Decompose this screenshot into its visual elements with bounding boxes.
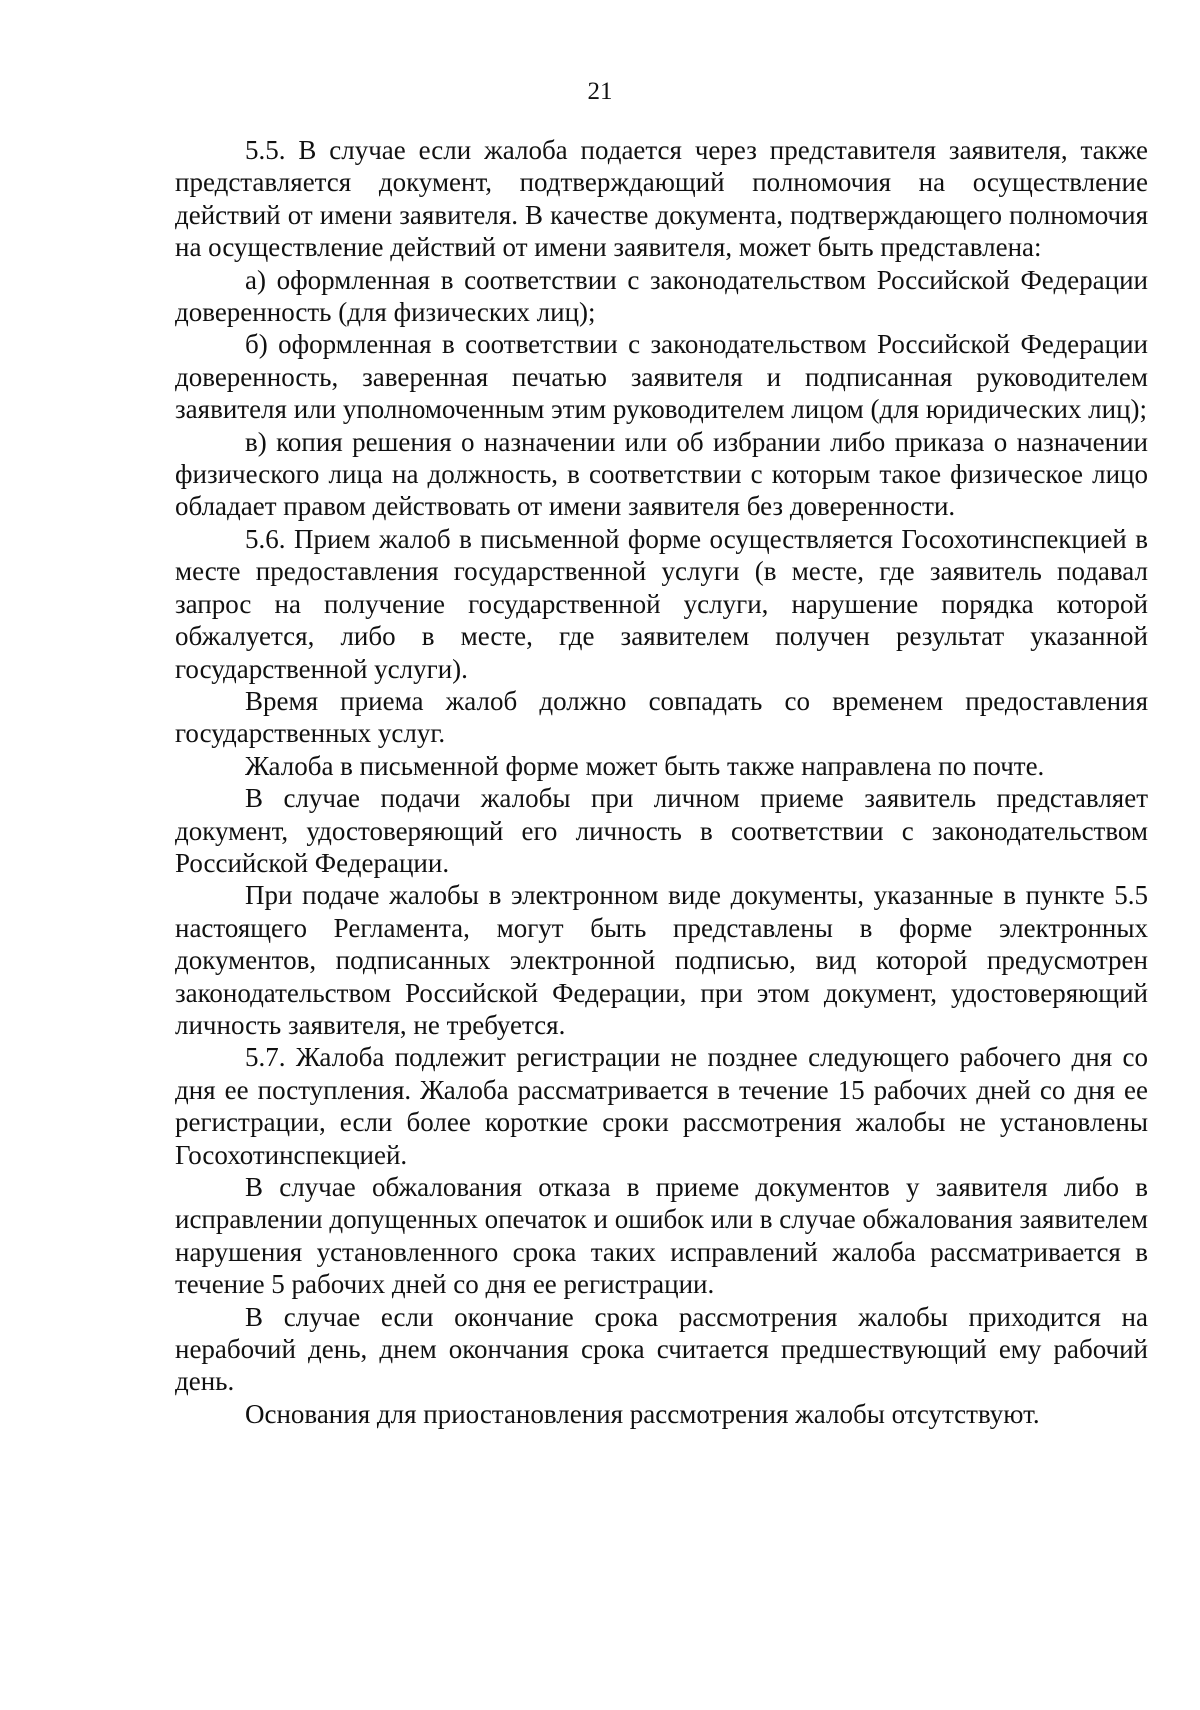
paragraph-reception-time: Время приема жалоб должно совпадать со временем предоставления государственных услуг. (175, 685, 1148, 749)
paragraph-non-working-day: В случае если окончание срока рассмотрения жалобы приходится на нерабочий день, днем окончания срока считается предшествующий ему рабочий день. (175, 1301, 1148, 1397)
paragraph-no-suspension: Основания для приостановления рассмотрения жалобы отсутствуют. (245, 1398, 1040, 1429)
paragraph-item-a: а) оформленная в соответствии с законодательством Российской Федерации доверенность (для физических лиц); (175, 264, 1148, 328)
paragraph-postal-complaint: Жалоба в письменной форме может быть также направлена по почте. (245, 750, 1045, 781)
paragraph-personal-reception: В случае подачи жалобы при личном приеме заявитель представляет документ, удостоверяющий его личность в соответствии с законодательством Российской Федерации. (175, 783, 1148, 878)
paragraph-5-5: 5.5. В случае если жалоба подается через представителя заявителя, также представляется документ, подтверждающий полномочия на осуществление действий от имени заявителя. В качестве документа, подтверждающего полномочия на осуществление действий от имени заявителя, может быть представлена: (175, 135, 1148, 263)
paragraph-electronic-submission: При подаче жалобы в электронном виде документы, указанные в пункте 5.5 настоящего Регламента, могут быть представлены в форме электронных документов, подписанных электронной подписью, вид которой предусмотрен законодательством Российской Федерации, при этом документ, удостоверяющий личность заявителя, не требуется. (175, 880, 1148, 1040)
page-number: 21 (587, 78, 613, 105)
paragraph-5-6: 5.6. Прием жалоб в письменной форме осуществляется Госохотинспекцией в месте предоставления государственной услуги (в месте, где заявитель подавал запрос на получение государственной услуги, нарушение порядка которой обжалуется, либо в месте, где заявителем получен результат указанной государственной услуги). (175, 523, 1148, 684)
paragraph-refusal-appeal: В случае обжалования отказа в приеме документов у заявителя либо в исправлении допущенных опечаток и ошибок или в случае обжалования заявителем нарушения установленного срока таких исправлений жалоба рассматривается в течение 5 рабочих дней со дня ее регистрации. (175, 1172, 1148, 1300)
paragraph-item-v: в) копия решения о назначении или об избрании либо приказа о назначении физического лица на должность, в соответствии с которым такое физическое лицо обладает правом действовать от имени заявителя без доверенности. (175, 426, 1148, 522)
paragraph-item-b: б) оформленная в соответствии с законодательством Российской Федерации доверенность, заверенная печатью заявителя и подписанная руководителем заявителя или уполномоченным этим руководителем лицом (для юридических лиц); (175, 329, 1148, 425)
document-body (175, 134, 1148, 1430)
paragraph-5-7: 5.7. Жалоба подлежит регистрации не позднее следующего рабочего дня со дня ее поступления. Жалоба рассматривается в течение 15 рабочих дней со дня ее регистрации, если более короткие сроки рассмотрения жалобы не установлены Госохотинспекцией. (175, 1042, 1148, 1170)
